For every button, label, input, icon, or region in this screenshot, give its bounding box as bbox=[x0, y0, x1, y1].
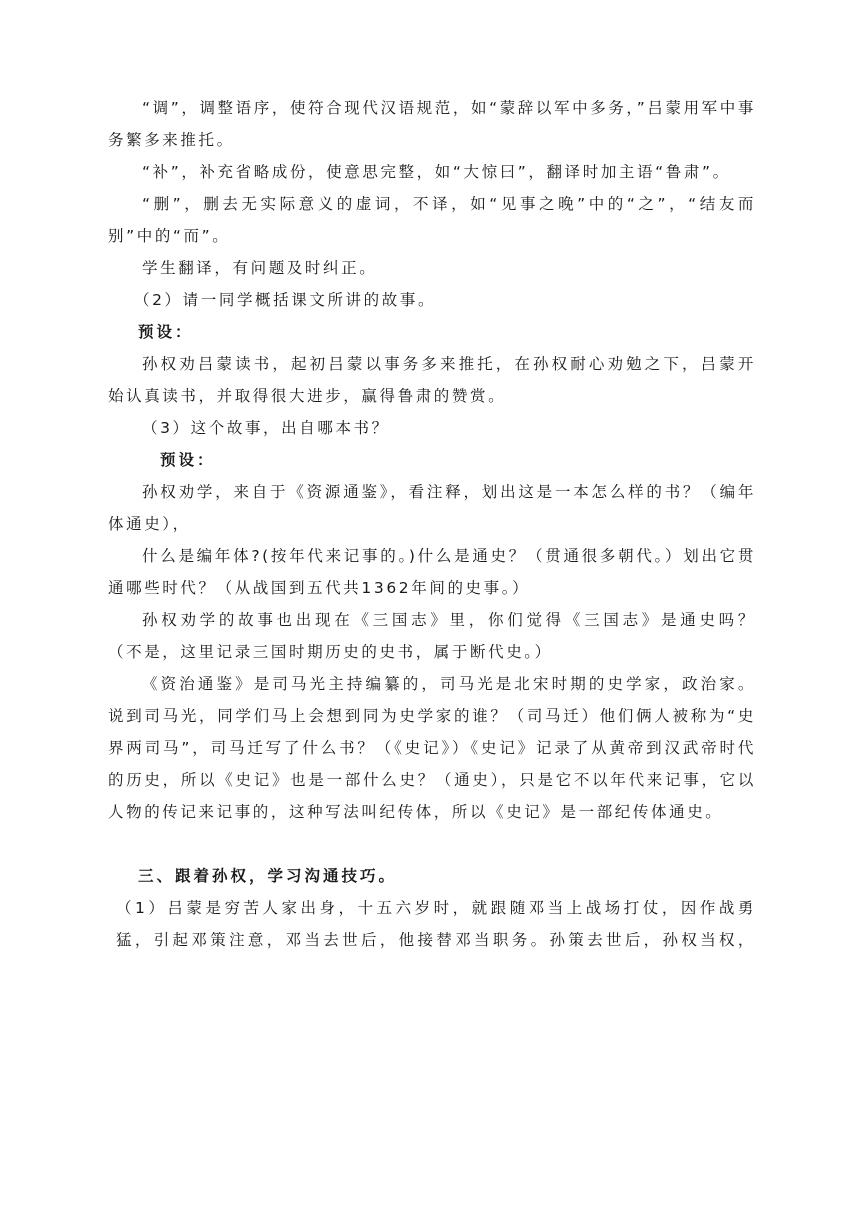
preset-label-1: 预设： bbox=[138, 323, 194, 341]
blank-line bbox=[108, 828, 756, 860]
paragraph-zizhitongjian: 《资治通鉴》是司马光主持编纂的，司马光是北宋时期的史学家，政治家。说到司马光，同学们马上会想到同为史学家的谁？（司马迁）他们俩人被称为“史界两司马”，司马迁写了什么书？（《史记》）《史记》记录了从黄帝到汉武帝时代的历史，所以《史记》也是一部什么史？（通史），只是它不以年代来记事，它以人物的传记来记事的，这种写法叫纪传体，所以《史记》是一部纪传体通史。 bbox=[108, 675, 756, 821]
paragraph-tiao: “调”，调整语序，使符合现代汉语规范，如“蒙辞以军中多务，”吕蒙用军中事务繁多来推托。 bbox=[108, 99, 756, 149]
preset-label-2: 预设： bbox=[160, 451, 216, 469]
paragraph-shan: “删”，删去无实际意义的虚词，不译，如“见事之晚”中的“之”，“结友而别”中的“而”。 bbox=[108, 195, 756, 245]
paragraph-bu: “补”，补充省略成份，使意思完整，如“大惊曰”，翻译时加主语“鲁肃”。 bbox=[142, 163, 731, 181]
question-2: （2）请一同学概括课文所讲的故事。 bbox=[134, 291, 437, 309]
paragraph-story-summary: 孙权劝吕蒙读书，起初吕蒙以事务多来推托，在孙权耐心劝勉之下，吕蒙开始认真读书，并取得很大进步，赢得鲁肃的赞赏。 bbox=[108, 355, 756, 405]
paragraph-source-book: 孙权劝学，来自于《资源通鉴》，看注释，划出这是一本怎么样的书？（编年体通史）， bbox=[108, 483, 756, 533]
question-3: （3）这个故事，出自哪本书？ bbox=[142, 419, 390, 437]
paragraph-lvmeng-background: （1）吕蒙是穷苦人家出身，十五六岁时，就跟随邓当上战场打仗，因作战勇猛，引起邓策注意，邓当去世后，他接替邓当职务。孙策去世后，孙权当权， bbox=[116, 899, 756, 949]
document-body bbox=[108, 92, 756, 956]
paragraph-biannian: 什么是编年体?(按年代来记事的。)什么是通史？（贯通很多朝代。）划出它贯通哪些时代？（从战国到五代共1362年间的史事。） bbox=[108, 547, 756, 597]
paragraph-student-translate: 学生翻译，有问题及时纠正。 bbox=[142, 259, 378, 277]
section-heading-3: 三、跟着孙权，学习沟通技巧。 bbox=[138, 867, 398, 885]
paragraph-sanguozhi: 孙权劝学的故事也出现在《三国志》里，你们觉得《三国志》是通史吗？（不是，这里记录三国时期历史的史书，属于断代史。） bbox=[108, 611, 756, 661]
